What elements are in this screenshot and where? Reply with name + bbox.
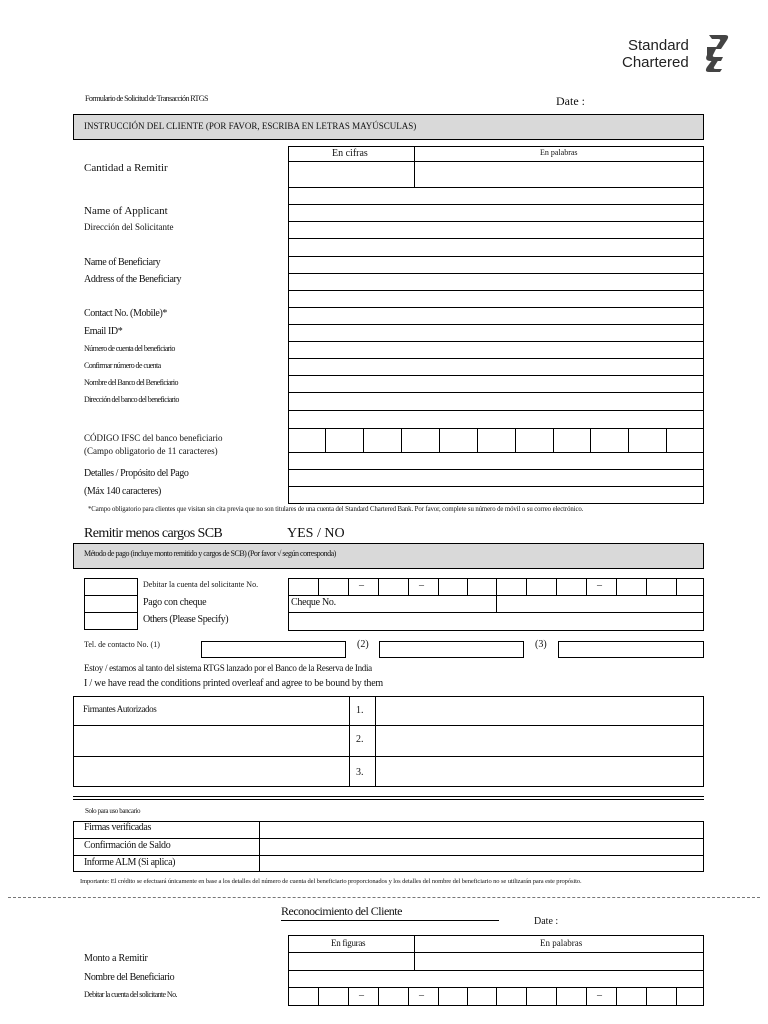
ifsc-label-line1: CÓDIGO IFSC del banco beneficiario — [84, 433, 223, 443]
contact-number-1-input[interactable] — [201, 641, 346, 658]
ack-amount-figures-input[interactable] — [289, 953, 414, 970]
important-note: Importante: El crédito se efectuará únicamente en base a los detalles del número de cuenta del beneficiario proporcionados y los detalles del nombre del beneficiario no se utilizarán para este propósito. — [80, 878, 582, 885]
signatory-1-number: 1. — [356, 705, 364, 716]
purpose-label-line1: Detalles / Propósito del Pago — [84, 468, 189, 479]
signatory-3-signature[interactable] — [376, 757, 703, 786]
standard-chartered-logo-icon — [703, 33, 731, 73]
contact-number-2-input[interactable] — [379, 641, 524, 658]
signatory-3-number: 3. — [356, 767, 364, 778]
contact-number-3-input[interactable] — [558, 641, 704, 658]
amount-words-input[interactable] — [415, 162, 703, 186]
ack-account-separator-1: – — [359, 990, 364, 1001]
applicant-name-label: Name of Applicant — [84, 205, 168, 217]
payment-method-banner — [73, 543, 704, 569]
contact-mobile-label: Contact No. (Mobile)* — [84, 308, 167, 319]
declaration-line2: I / we have read the conditions printed overleaf and agree to be bound by them — [84, 678, 384, 689]
beneficiary-name-label: Name of Beneficiary — [84, 257, 161, 268]
in-figures-header: En cifras — [332, 148, 368, 159]
cheque-payment-checkbox[interactable] — [84, 595, 138, 613]
beneficiary-bank-label: Nombre del Banco del Beneficiario — [84, 378, 178, 387]
form-title: Formulario de Solicitud de Transacción RTGS — [85, 94, 208, 103]
ifsc-code-input[interactable] — [289, 429, 703, 451]
in-words-header: En palabras — [540, 148, 578, 157]
ack-account-separator-2: – — [419, 990, 424, 1001]
contact-number-2-label: (2) — [357, 639, 369, 650]
ack-beneficiary-input[interactable] — [289, 971, 703, 987]
remit-less-options[interactable]: YES / NO — [287, 526, 345, 541]
beneficiary-bank-address-label: Dirección del banco del beneficiario — [84, 395, 179, 404]
remit-less-label: Remitir menos cargos SCB — [84, 526, 223, 541]
instruction-banner — [73, 114, 704, 140]
ack-amount-words-input[interactable] — [415, 953, 703, 970]
amount-figures-input[interactable] — [289, 162, 414, 186]
acknowledgement-title: Reconocimiento del Cliente — [281, 904, 402, 918]
contact-number-label: Tel. de contacto No. (1) — [84, 640, 160, 649]
confirm-account-input[interactable] — [289, 359, 703, 375]
ifsc-label-line2: (Campo obligatorio de 11 caracteres) — [84, 446, 218, 456]
beneficiary-address-input[interactable] — [289, 274, 703, 307]
signatory-2-number: 2. — [356, 734, 364, 745]
beneficiary-account-label: Número de cuenta del beneficiario — [84, 344, 175, 353]
bank-use-row-3: Informe ALM (Si aplica) — [84, 857, 176, 868]
payment-method-banner-text: Método de pago (incluye monto remitido y cargos de SCB) (Por favor √ según corresponda) — [84, 549, 336, 558]
cheque-number-input[interactable] — [497, 596, 703, 612]
signatories-label: Firmantes Autorizados — [83, 704, 157, 714]
beneficiary-bank-input[interactable] — [289, 376, 703, 392]
debit-account-label: Debitar la cuenta del solicitante No. — [143, 580, 259, 589]
cheque-payment-label: Pago con cheque — [143, 597, 207, 608]
others-label: Others (Please Specify) — [143, 614, 229, 625]
bank-name-line1: Standard — [628, 37, 689, 54]
purpose-label-line2: (Máx 140 caracteres) — [84, 486, 161, 497]
contact-number-3-label: (3) — [535, 639, 547, 650]
account-separator-2: – — [419, 580, 424, 591]
bank-use-title: Solo para uso bancario — [85, 807, 141, 815]
cheque-number-label: Cheque No. — [291, 597, 336, 608]
cut-line — [8, 897, 760, 898]
ack-beneficiary-label: Nombre del Beneficiario — [84, 972, 175, 983]
email-input[interactable] — [289, 325, 703, 341]
signatory-2-signature[interactable] — [376, 726, 703, 756]
ack-in-words-header: En palabras — [540, 938, 583, 948]
applicant-address-label: Dirección del Solicitante — [84, 222, 174, 232]
date-label: Date : — [556, 94, 585, 108]
others-specify-input[interactable] — [288, 612, 704, 631]
beneficiary-address-label: Address of the Beneficiary — [84, 274, 182, 285]
payment-purpose-input[interactable] — [289, 453, 703, 503]
instruction-banner-text: INSTRUCCIÓN DEL CLIENTE (POR FAVOR, ESCRIBA EN LETRAS MAYÚSCULAS) — [84, 121, 417, 131]
confirm-account-label: Confirmar número de cuenta — [84, 361, 161, 370]
bank-use-row-2: Confirmación de Saldo — [84, 840, 171, 851]
signatory-1-signature[interactable] — [376, 697, 703, 725]
beneficiary-account-input[interactable] — [289, 342, 703, 358]
beneficiary-bank-address-input[interactable] — [289, 393, 703, 427]
beneficiary-name-input[interactable] — [289, 257, 703, 273]
amount-label: Cantidad a Remitir — [84, 162, 168, 174]
declaration-line1: Estoy / estamos al tanto del sistema RTGS lanzado por el Banco de la Reserva de India — [84, 663, 372, 673]
account-separator-1: – — [359, 580, 364, 591]
bank-use-row-1: Firmas verificadas — [84, 822, 151, 833]
ack-debit-account-label: Debitar la cuenta del solicitante No. — [84, 990, 177, 999]
email-label: Email ID* — [84, 326, 123, 337]
debit-account-checkbox[interactable] — [84, 578, 138, 596]
others-checkbox[interactable] — [84, 612, 138, 630]
applicant-name-input[interactable] — [289, 205, 703, 221]
contact-mobile-input[interactable] — [289, 308, 703, 324]
ack-amount-label: Monto a Remitir — [84, 953, 148, 964]
ack-in-figures-header: En figuras — [331, 938, 366, 948]
acknowledgement-date-label: Date : — [534, 916, 559, 927]
ack-account-separator-3: – — [597, 990, 602, 1001]
mandatory-note: *Campo obligatorio para clientes que visitan sin cita previa que no son titulares de una cuenta del Standard Chartered Bank. Por favor, complete su número de móvil o su correo electrónico. — [88, 506, 584, 513]
bank-name-line2: Chartered — [622, 54, 689, 71]
account-separator-3: – — [597, 580, 602, 591]
